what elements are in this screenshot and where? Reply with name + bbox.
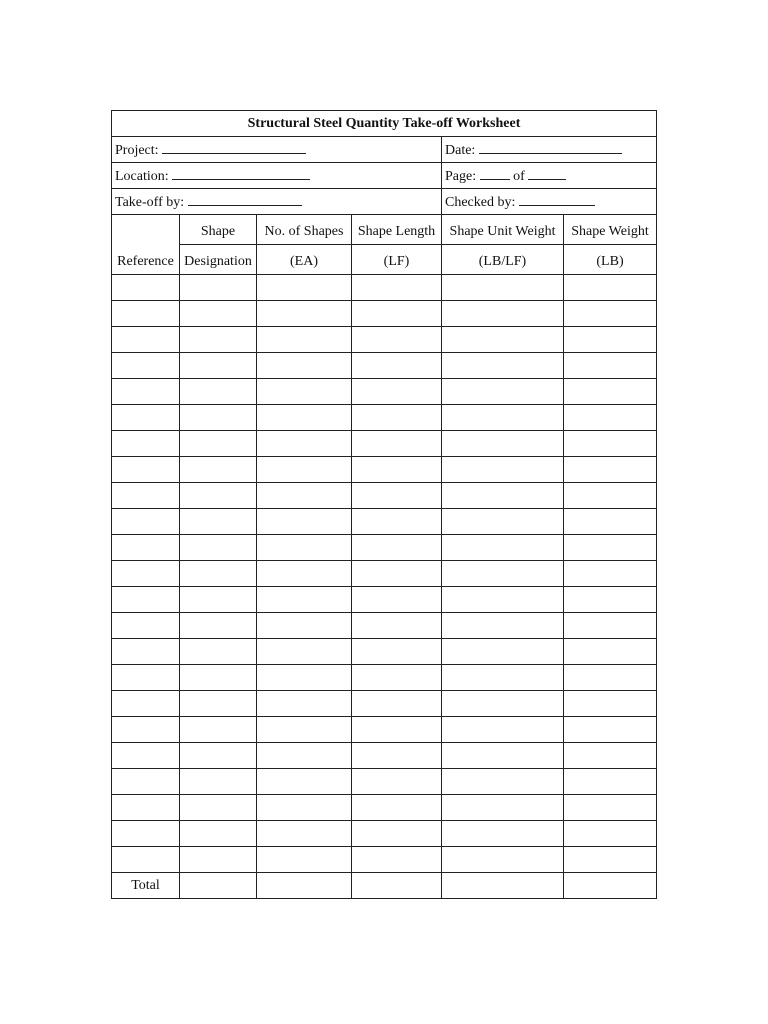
entry-cell[interactable] <box>112 613 180 639</box>
project-blank-line[interactable] <box>162 140 306 154</box>
table-row <box>112 847 657 873</box>
entry-cell[interactable] <box>180 431 257 457</box>
entry-cell[interactable] <box>180 821 257 847</box>
column-header-count-top: No. of Shapes <box>257 215 352 245</box>
entry-cell[interactable] <box>352 509 442 535</box>
entry-cell[interactable] <box>180 769 257 795</box>
entry-cell[interactable] <box>112 821 180 847</box>
entry-cell[interactable] <box>442 483 564 509</box>
date-blank-line[interactable] <box>479 140 622 154</box>
entry-cell[interactable] <box>257 353 352 379</box>
entry-cell[interactable] <box>257 535 352 561</box>
entry-cell[interactable] <box>180 639 257 665</box>
entry-cell[interactable] <box>442 275 564 301</box>
checked-label: Checked by: <box>445 195 516 210</box>
entry-cell[interactable] <box>180 405 257 431</box>
entry-cell[interactable] <box>257 743 352 769</box>
entry-cell[interactable] <box>112 353 180 379</box>
table-row <box>112 509 657 535</box>
entry-cell[interactable] <box>564 535 657 561</box>
column-header-weight-top: Shape Weight <box>564 215 657 245</box>
entry-cell[interactable] <box>442 847 564 873</box>
entry-cell[interactable] <box>180 353 257 379</box>
checked-cell[interactable] <box>442 189 657 215</box>
table-row <box>112 613 657 639</box>
entry-cell[interactable] <box>257 327 352 353</box>
entry-cell[interactable] <box>180 847 257 873</box>
page-cell[interactable] <box>442 163 657 189</box>
table-row <box>112 431 657 457</box>
entry-cell[interactable] <box>352 665 442 691</box>
table-row <box>112 795 657 821</box>
entry-cell[interactable] <box>112 717 180 743</box>
entry-cell[interactable] <box>257 847 352 873</box>
entry-cell[interactable] <box>352 639 442 665</box>
table-row <box>112 301 657 327</box>
table-row <box>112 353 657 379</box>
location-blank-line[interactable] <box>172 166 310 180</box>
entry-cell[interactable] <box>352 379 442 405</box>
table-row <box>112 327 657 353</box>
entry-cell[interactable] <box>112 327 180 353</box>
entry-cell[interactable] <box>257 717 352 743</box>
entry-cell[interactable] <box>257 457 352 483</box>
entry-cell[interactable] <box>112 535 180 561</box>
table-row <box>112 275 657 301</box>
takeoff-label: Take-off by: <box>115 195 185 210</box>
entry-cell[interactable] <box>180 561 257 587</box>
entry-cell[interactable] <box>352 431 442 457</box>
entry-cell[interactable] <box>352 743 442 769</box>
total-cell[interactable] <box>257 873 352 899</box>
entry-cell[interactable] <box>257 587 352 613</box>
entry-cell[interactable] <box>352 535 442 561</box>
takeoff-cell[interactable] <box>112 189 442 215</box>
entry-cell[interactable] <box>180 509 257 535</box>
entry-cell[interactable] <box>112 847 180 873</box>
entry-cell[interactable] <box>564 847 657 873</box>
page-label: Page: <box>445 169 477 184</box>
entry-cell[interactable] <box>180 665 257 691</box>
entry-cell[interactable] <box>352 717 442 743</box>
entry-cell[interactable] <box>257 665 352 691</box>
entry-cell[interactable] <box>442 613 564 639</box>
entry-cell[interactable] <box>180 275 257 301</box>
entry-cell[interactable] <box>564 795 657 821</box>
table-row <box>112 405 657 431</box>
entry-cell[interactable] <box>112 405 180 431</box>
entry-cell[interactable] <box>112 379 180 405</box>
entry-cell[interactable] <box>257 561 352 587</box>
table-row <box>112 483 657 509</box>
entry-cell[interactable] <box>564 691 657 717</box>
project-cell[interactable] <box>112 137 442 163</box>
entry-cell[interactable] <box>180 691 257 717</box>
column-header-unit-weight-top: Shape Unit Weight <box>442 215 564 245</box>
entry-cell[interactable] <box>112 509 180 535</box>
entry-cell[interactable] <box>564 821 657 847</box>
entry-cell[interactable] <box>442 587 564 613</box>
entry-cell[interactable] <box>180 379 257 405</box>
column-header-weight-bottom: (LB) <box>564 245 657 275</box>
page-of-label: of <box>513 169 525 184</box>
entry-cell[interactable] <box>112 561 180 587</box>
entry-cell[interactable] <box>257 483 352 509</box>
table-row <box>112 717 657 743</box>
entry-cell[interactable] <box>257 509 352 535</box>
entry-cell[interactable] <box>112 743 180 769</box>
entry-cell[interactable] <box>564 613 657 639</box>
entry-cell[interactable] <box>257 405 352 431</box>
entry-cell[interactable] <box>257 795 352 821</box>
entry-cell[interactable] <box>352 847 442 873</box>
entry-cell[interactable] <box>442 431 564 457</box>
entry-cell[interactable] <box>352 483 442 509</box>
entry-cell[interactable] <box>352 275 442 301</box>
entry-cell[interactable] <box>564 327 657 353</box>
column-header-count-bottom: (EA) <box>257 245 352 275</box>
column-header-reference: Reference <box>112 215 180 275</box>
entry-cell[interactable] <box>352 769 442 795</box>
entry-cell[interactable] <box>180 613 257 639</box>
checked-blank-line[interactable] <box>519 192 595 206</box>
takeoff-blank-line[interactable] <box>188 192 302 206</box>
entry-cell[interactable] <box>442 353 564 379</box>
entry-cell[interactable] <box>442 379 564 405</box>
column-header-unit-weight-bottom: (LB/LF) <box>442 245 564 275</box>
entry-cell[interactable] <box>180 587 257 613</box>
entry-cell[interactable] <box>257 769 352 795</box>
entry-cell[interactable] <box>352 327 442 353</box>
entry-cell[interactable] <box>564 743 657 769</box>
entry-cell[interactable] <box>442 327 564 353</box>
entry-cell[interactable] <box>352 301 442 327</box>
entry-cell[interactable] <box>352 353 442 379</box>
entry-cell[interactable] <box>564 639 657 665</box>
entry-cell[interactable] <box>442 665 564 691</box>
entry-cell[interactable] <box>257 301 352 327</box>
total-label: Total <box>112 873 180 899</box>
entry-cell[interactable] <box>112 457 180 483</box>
entry-cell[interactable] <box>352 821 442 847</box>
page-number-blank-line[interactable] <box>480 166 510 180</box>
column-header-shape-bottom: Designation <box>180 245 257 275</box>
entry-cell[interactable] <box>112 275 180 301</box>
entry-cell[interactable] <box>352 613 442 639</box>
table-row <box>112 743 657 769</box>
location-row <box>112 163 657 189</box>
entry-cell[interactable] <box>180 717 257 743</box>
entry-cell[interactable] <box>442 717 564 743</box>
entry-cell[interactable] <box>180 457 257 483</box>
entry-cell[interactable] <box>442 535 564 561</box>
entry-cell[interactable] <box>564 275 657 301</box>
entry-cell[interactable] <box>442 405 564 431</box>
entry-cell[interactable] <box>112 665 180 691</box>
entry-cell[interactable] <box>112 587 180 613</box>
table-row <box>112 691 657 717</box>
entry-cell[interactable] <box>442 457 564 483</box>
entry-cell[interactable] <box>442 691 564 717</box>
entry-cell[interactable] <box>442 821 564 847</box>
total-cell[interactable] <box>352 873 442 899</box>
entry-cell[interactable] <box>564 457 657 483</box>
entry-cell[interactable] <box>112 483 180 509</box>
table-row <box>112 457 657 483</box>
column-header-row-top <box>112 215 657 245</box>
entry-cell[interactable] <box>112 691 180 717</box>
entry-cell[interactable] <box>257 639 352 665</box>
entry-cell[interactable] <box>564 509 657 535</box>
worksheet-title: Structural Steel Quantity Take-off Worksheet <box>112 111 657 137</box>
page-total-blank-line[interactable] <box>528 166 566 180</box>
entry-cell[interactable] <box>352 795 442 821</box>
entry-cell[interactable] <box>564 561 657 587</box>
table-row <box>112 821 657 847</box>
column-header-row-bottom <box>112 245 657 275</box>
entry-cell[interactable] <box>442 561 564 587</box>
entry-cell[interactable] <box>564 483 657 509</box>
column-header-length-bottom: (LF) <box>352 245 442 275</box>
entry-cell[interactable] <box>564 431 657 457</box>
entry-cell[interactable] <box>257 379 352 405</box>
entry-cell[interactable] <box>564 769 657 795</box>
table-row <box>112 639 657 665</box>
table-row <box>112 769 657 795</box>
entry-cell[interactable] <box>112 795 180 821</box>
takeoff-row <box>112 189 657 215</box>
entry-cell[interactable] <box>180 301 257 327</box>
project-row <box>112 137 657 163</box>
total-cell[interactable] <box>564 873 657 899</box>
entry-cell[interactable] <box>564 353 657 379</box>
table-row <box>112 561 657 587</box>
entry-cell[interactable] <box>180 795 257 821</box>
date-label: Date: <box>445 143 476 158</box>
entry-cell[interactable] <box>564 379 657 405</box>
entry-cell[interactable] <box>257 613 352 639</box>
entry-cell[interactable] <box>180 743 257 769</box>
title-row <box>112 111 657 137</box>
entry-cell[interactable] <box>442 769 564 795</box>
entry-cell[interactable] <box>180 483 257 509</box>
entry-cell[interactable] <box>442 639 564 665</box>
takeoff-worksheet-table <box>111 110 657 899</box>
table-row <box>112 665 657 691</box>
location-label: Location: <box>115 169 169 184</box>
table-row <box>112 535 657 561</box>
entry-cell[interactable] <box>352 587 442 613</box>
project-label: Project: <box>115 143 159 158</box>
entry-cell[interactable] <box>564 665 657 691</box>
entry-cell[interactable] <box>352 457 442 483</box>
entry-cell[interactable] <box>352 561 442 587</box>
entry-cell[interactable] <box>112 769 180 795</box>
entry-cell[interactable] <box>564 717 657 743</box>
entry-cell[interactable] <box>442 301 564 327</box>
entry-cell[interactable] <box>442 509 564 535</box>
entry-cell[interactable] <box>257 691 352 717</box>
entry-cell[interactable] <box>257 431 352 457</box>
column-header-length-top: Shape Length <box>352 215 442 245</box>
total-cell[interactable] <box>442 873 564 899</box>
entry-cell[interactable] <box>352 691 442 717</box>
location-cell[interactable] <box>112 163 442 189</box>
entry-cell[interactable] <box>442 795 564 821</box>
entry-cell[interactable] <box>257 275 352 301</box>
entry-cell[interactable] <box>180 535 257 561</box>
entry-cell[interactable] <box>112 639 180 665</box>
entry-cell[interactable] <box>564 405 657 431</box>
entry-cell[interactable] <box>180 327 257 353</box>
entry-cell[interactable] <box>564 587 657 613</box>
entry-cell[interactable] <box>112 431 180 457</box>
entry-cell[interactable] <box>257 821 352 847</box>
column-header-shape-top: Shape <box>180 215 257 245</box>
table-row <box>112 379 657 405</box>
entry-cell[interactable] <box>564 301 657 327</box>
total-row <box>112 873 657 899</box>
entry-cell[interactable] <box>112 301 180 327</box>
date-cell[interactable] <box>442 137 657 163</box>
entry-cell[interactable] <box>352 405 442 431</box>
table-row <box>112 587 657 613</box>
entry-cell[interactable] <box>442 743 564 769</box>
total-cell[interactable] <box>180 873 257 899</box>
